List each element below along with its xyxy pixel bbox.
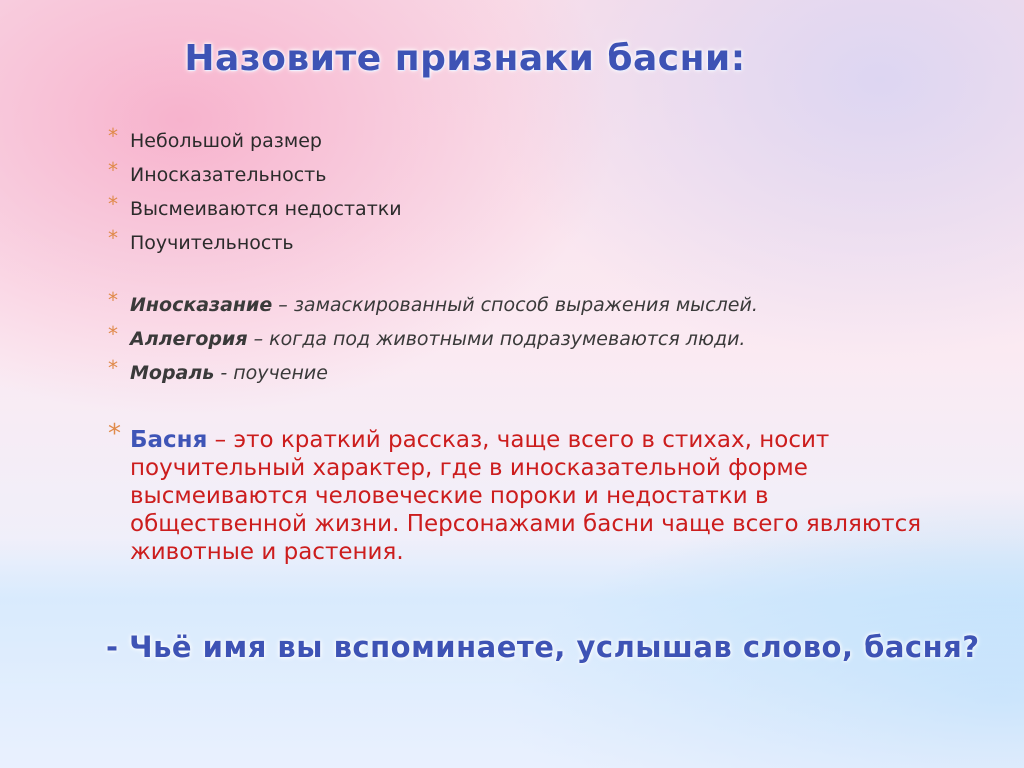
- asterisk-bullet-icon: *: [108, 226, 118, 250]
- slide-title: Назовите признаки басни:: [184, 38, 746, 79]
- asterisk-bullet-icon: *: [108, 322, 118, 346]
- term-name: Аллегория: [130, 328, 248, 350]
- term-name: Мораль: [130, 362, 215, 384]
- feature-text: Небольшой размер: [130, 130, 322, 152]
- features-list: [108, 124, 402, 260]
- asterisk-bullet-icon: *: [108, 288, 118, 312]
- asterisk-bullet-icon: *: [108, 158, 118, 182]
- list-item: [108, 288, 758, 322]
- terms-list: [108, 288, 758, 390]
- list-item: [108, 192, 402, 226]
- asterisk-bullet-icon: *: [108, 124, 118, 148]
- list-item: [108, 356, 758, 390]
- term-definition: – замаскированный способ выражения мыслей.: [272, 294, 758, 316]
- list-item: [108, 322, 758, 356]
- closing-question: - Чьё имя вы вспоминаете, услышав слово, басня?: [106, 630, 980, 664]
- asterisk-bullet-icon: *: [108, 356, 118, 380]
- list-item: [108, 226, 402, 260]
- fable-definition-text: – это краткий рассказ, чаще всего в стихах, носит поучительный характер, где в иносказательной форме высмеиваются человеческие пороки и недостатки в общественной жизни. Персонажами басни чаще всего являются животные и растения.: [130, 427, 922, 565]
- feature-text: Высмеиваются недостатки: [130, 198, 402, 220]
- asterisk-bullet-icon: *: [108, 192, 118, 216]
- fable-term: Басня: [130, 427, 208, 453]
- asterisk-bullet-icon: *: [108, 419, 121, 449]
- term-name: Иносказание: [130, 294, 273, 316]
- feature-text: Поучительность: [130, 232, 294, 254]
- list-item: [108, 158, 402, 192]
- feature-text: Иносказательность: [130, 164, 327, 186]
- term-definition: – когда под животными подразумеваются люди.: [247, 328, 746, 350]
- list-item: [108, 124, 402, 158]
- term-definition: - поучение: [214, 362, 328, 384]
- fable-definition: [108, 419, 930, 566]
